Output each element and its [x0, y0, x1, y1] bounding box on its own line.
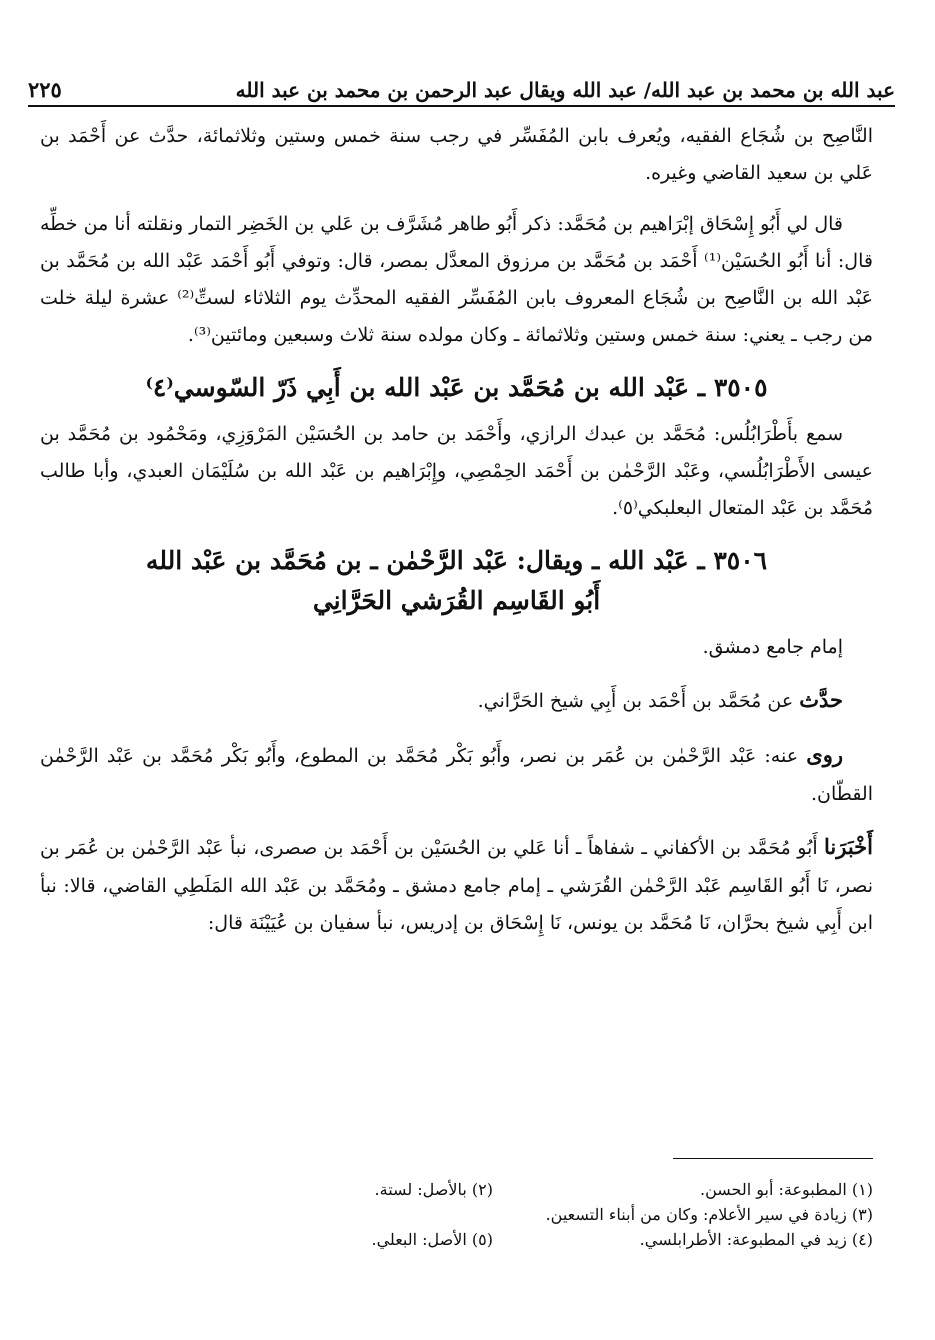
paragraph-4: إمام جامع دمشق. [702, 636, 843, 659]
entry-heading-3506 [40, 541, 873, 621]
page-number: ٢٢٥ [28, 77, 62, 102]
footnote-rule [673, 1158, 873, 1159]
entry-heading-3505: ٣٥٠٥ ـ عَبْد الله بن مُحَمَّد بن عَبْد الله بن أَبِي ذَرّ السّوسي⁽٤⁾ [145, 373, 768, 403]
paragraph-5-text: عن مُحَمَّد بن أَحْمَد بن أَبِي شيخ الحَرَّاني. [477, 690, 800, 713]
footnote-row [90, 1203, 873, 1228]
paragraph-6-lead: روى [806, 742, 843, 768]
header-title: عبد الله بن محمد بن عبد الله/ عبد الله ويقال عبد الرحمن بن محمد بن عبد الله [235, 78, 895, 102]
entry-heading-3506-line1: ٣٥٠٦ ـ عَبْد الله ـ ويقال: عَبْد الرَّحْمٰن ـ بن مُحَمَّد بن عَبْد الله [145, 546, 768, 576]
main-text [40, 118, 873, 956]
footnotes [90, 1178, 873, 1252]
paragraph-5-lead: حدَّث [799, 687, 843, 713]
footnote-1: (١) المطبوعة: أبو الحسن. [700, 1180, 873, 1199]
paragraph-7 [40, 827, 873, 942]
paragraph-7-text: أَبُو مُحَمَّد بن الأكفاني ـ شفاهاً ـ أنا عَلي بن الحُسَيْن بن أَحْمَد بن صصرى، نبأ عَبْد الرَّحْمٰن بن عُمَر بن نصر، نَا أَبُو القَاسِم عَبْد الرَّحْمٰن القُرَشي ـ إمام جامع دمشق ـ ومُحَمَّد بن عَبْد الله المَلَطِي القاضي، قالا: نبأ ابن أَبِي شيخ بحرَّان، نَا مُحَمَّد بن يونس، نَا إِسْحَاق بن إدريس، نبأ سفيان بن عُيَيْنَة قال: [40, 837, 873, 935]
footnote-row [90, 1228, 873, 1253]
paragraph-7-lead: أَخْبَرَنا [824, 834, 873, 860]
running-header [28, 62, 895, 102]
paragraph-1: النَّاصِح بن شُجَاع الفقيه، ويُعرف بابن المُفَسِّر في رجب سنة خمس وستين وثلاثمائة، حدَّث عن أَحْمَد بن عَلي بن سعيد القاضي وغيره. [40, 125, 873, 185]
paragraph-3: سمع بأَطْرَابُلُس: مُحَمَّد بن عبدك الرازي، وأَحْمَد بن حامد بن الحُسَيْن المَرْوَزِي، ومَحْمُود بن مُحَمَّد بن عيسى الأَطْرَابُلُسي، وعَبْد الرَّحْمٰن بن أَحْمَد الحِمْصِي، وإِبْرَاهيم بن عَبْد الله بن سُلَيْمَان العبدي، وأبا طالب مُحَمَّد بن عَبْد المتعال البعلبكي⁽٥⁾. [40, 423, 873, 520]
entry-heading-3506-line2: أَبُو القَاسِم القُرَشي الحَرَّانِي [312, 586, 601, 616]
paragraph-5 [40, 680, 873, 721]
footnote-4: (٤) زيد في المطبوعة: الأطرابلسي. [639, 1229, 873, 1249]
footnote-2: (٢) بالأصل: لستة. [374, 1180, 493, 1199]
header-rule [28, 105, 895, 107]
paragraph-6-text: عنه: عَبْد الرَّحْمٰن بن عُمَر بن نصر، وأَبُو بَكْر مُحَمَّد بن المطوع، وأَبُو بَكْر مُحَمَّد بن عَبْد الرَّحْمٰن القطّان. [40, 745, 873, 806]
footnote-row [90, 1178, 873, 1203]
paragraph-6 [40, 735, 873, 813]
paragraph-2: قال لي أَبُو إِسْحَاق إبْرَاهيم بن مُحَمَّد: ذكر أَبُو طاهر مُشَرَّف بن عَلي بن الخَضِر التمار ونقلته أنا من خطِّه قال: أنا أَبُو الحُسَيْن⁽¹⁾ أَحْمَد بن مُحَمَّد بن مرزوق المعدَّل بمصر، قال: وتوفي أَبُو أَحْمَد عَبْد الله بن مُحَمَّد بن عَبْد الله بن النَّاصِح بن شُجَاع المعروف بابن المُفَسِّر الفقيه المحدِّث يوم الثلاثاء لستِّ⁽²⁾ عشرة ليلة خلت من رجب ـ يعني: سنة خمس وستين وثلاثمائة ـ وكان مولده سنة ثلاث وسبعين ومائتين⁽³⁾. [40, 213, 873, 347]
footnote-3: (٣) زيادة في سير الأعلام: وكان من أبناء التسعين. [545, 1204, 873, 1224]
footnote-5: (٥) الأصل: البعلي. [371, 1229, 493, 1249]
